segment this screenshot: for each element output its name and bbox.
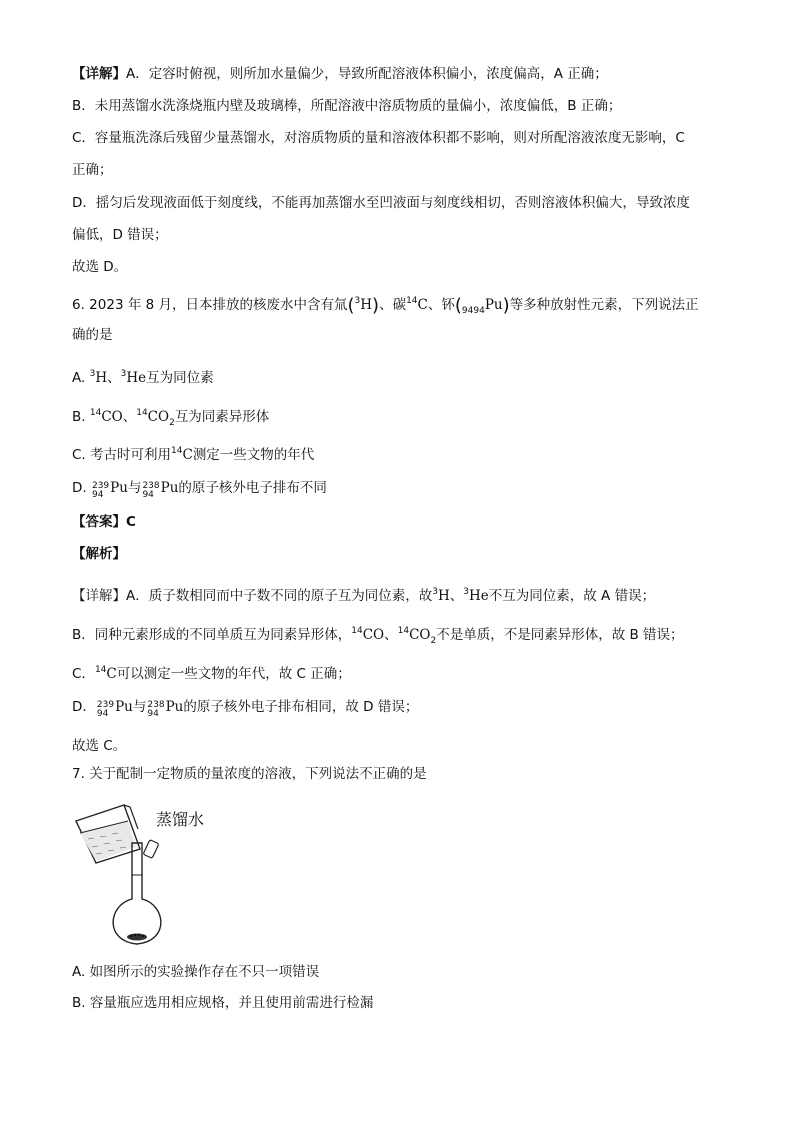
option-c-text: 测定一些文物的年代 (192, 447, 315, 463)
h3-mass: 3 (89, 369, 96, 379)
pu-symbol-1: Pu (110, 480, 128, 496)
plutonium-sub: 9494 (461, 306, 485, 316)
explain-5-b: B．未用蒸馏水洗涤烧瓶内壁及玻璃棒，所配溶液中溶质物质的量偏小，浓度偏低，B 正确； (72, 98, 622, 114)
paren-close: ) (372, 295, 380, 316)
pu239-nuclide: 239 94 (91, 481, 110, 500)
pu-symbol-2: Pu (165, 699, 184, 715)
co2-subscript: 2 (169, 418, 175, 428)
explain-a-head: 【详解】A．质子数相同而中子数不同的原子互为同位素，故 (72, 588, 433, 604)
c14-mass: 14 (94, 665, 107, 675)
volumetric-flask-figure (74, 803, 264, 948)
pu238-nuclide: 238 94 (142, 481, 160, 500)
co-formula: CO (362, 627, 385, 643)
explain-d-and: 与 (132, 699, 147, 715)
carbon-symbol: C (417, 297, 428, 313)
co2-formula: CO (147, 409, 170, 425)
co2-subscript: 2 (430, 636, 437, 646)
he-symbol: He (468, 588, 489, 604)
detail-mark: 【详解】 (72, 66, 126, 82)
q6-stem-part1: 6. 2023 年 8 月，日本排放的核废水中含有氚 (72, 297, 348, 313)
q6-explain-a (72, 582, 655, 606)
explain-b-head: B．同种元素形成的不同单质互为同素异形体， (72, 627, 352, 643)
separator: 、 (384, 627, 398, 643)
option-d-label: D. (72, 480, 91, 496)
co2-formula: CO (409, 627, 431, 643)
explain-b-tail: 不是单质，不是同素异形体，故 B 错误； (436, 627, 684, 643)
c14-mass: 14 (397, 626, 410, 636)
carbon-mass: 14 (406, 296, 418, 306)
q6-option-c[interactable] (72, 441, 314, 465)
paren-close-2: ) (502, 295, 510, 316)
pu-symbol-1: Pu (115, 699, 133, 715)
q6-analysis-mark: 【解析】 (72, 546, 126, 562)
he-symbol: He (126, 370, 147, 386)
h3-mass: 3 (432, 587, 438, 597)
explain-5-d2: 偏低，D 错误； (72, 227, 168, 243)
q6-stem-line2: 确的是 (72, 327, 113, 343)
q7-option-a[interactable]: A. 如图所示的实验操作存在不只一项错误 (72, 964, 320, 980)
separator: 、 (449, 588, 464, 604)
beaker-icon (76, 805, 140, 863)
explain-5-a (72, 64, 608, 84)
q6-option-b[interactable] (72, 403, 269, 433)
explain-5-conclusion: 故选 D。 (72, 259, 128, 275)
q6-explain-b (72, 621, 684, 651)
q6-stem-part2: 、碳 (379, 297, 407, 313)
flask-icon (113, 843, 161, 944)
co-formula: CO (101, 409, 123, 425)
q6-conclusion: 故选 C。 (72, 738, 127, 754)
q6-stem-part4: 等多种放射性元素，下列说法正 (509, 297, 699, 313)
q6-stem-line1 (72, 291, 699, 321)
pu-symbol-2: Pu (160, 480, 179, 496)
he3-mass: 3 (463, 587, 469, 597)
q7-stem: 7. 关于配制一定物质的量浓度的溶液，下列说法不正确的是 (72, 766, 427, 782)
explain-5-d1: D．摇匀后发现液面低于刻度线，不能再加蒸馏水至凹液面与刻度线相切，否则溶液体积偏大，导致浓度 (72, 195, 690, 211)
explain-c-head: C． (72, 666, 95, 682)
explain-5-c2: 正确； (72, 162, 113, 178)
q6-option-a[interactable] (72, 364, 214, 388)
option-b-label: B. (72, 409, 90, 425)
q6-explain-d (72, 697, 418, 719)
option-d-text: 的原子核外电子排布不同 (178, 480, 327, 496)
c-symbol: C (182, 447, 193, 463)
explain-d-tail: 的原子核外电子排布相同，故 D 错误； (183, 699, 419, 715)
c14-mass: 14 (351, 626, 363, 636)
figure-label: 蒸馏水 (156, 810, 205, 829)
he3-mass: 3 (120, 369, 127, 379)
tritium-mass: 3 (354, 296, 361, 306)
q7-option-b[interactable]: B. 容量瓶应选用相应规格，并且使用前需进行检漏 (72, 995, 374, 1011)
h-symbol: H (95, 370, 108, 386)
explain-5-a-text: A．定容时俯视，则所加水量偏少，导致所配溶液体积偏小，浓度偏高，A 正确； (126, 66, 608, 82)
option-a-label: A. (72, 370, 90, 386)
c14-mass-2: 14 (136, 408, 148, 418)
separator: 、 (107, 370, 121, 386)
paren-open: ( (347, 295, 355, 316)
explain-c-tail: 可以测定一些文物的年代，故 C 正确； (116, 666, 351, 682)
q6-option-d[interactable] (72, 478, 327, 500)
option-a-text: 互为同位素 (146, 370, 214, 386)
c14-mass-1: 14 (89, 408, 102, 418)
q6-stem-part3: 、钚 (427, 297, 455, 313)
paren-open-2: ( (454, 295, 462, 316)
tritium-symbol: H (360, 297, 373, 313)
explain-d-head: D． (72, 699, 96, 715)
c-symbol: C (106, 666, 117, 682)
option-b-text: 互为同素异形体 (174, 409, 270, 425)
stopper-icon (143, 840, 159, 859)
pu239-nuclide: 239 94 (96, 700, 115, 719)
c14-mass-3: 14 (171, 446, 183, 456)
explain-a-tail: 不互为同位素，故 A 错误； (488, 588, 656, 604)
option-c-label: C. 考古时可利用 (72, 447, 172, 463)
plutonium-symbol: Pu (484, 297, 503, 313)
pu238-nuclide: 238 94 (147, 700, 165, 719)
separator: 、 (122, 409, 137, 425)
option-d-and: 与 (127, 480, 142, 496)
explain-5-c1: C．容量瓶洗涤后残留少量蒸馏水，对溶质物质的量和溶液体积都不影响，则对所配溶液浓度无影响，C (72, 130, 685, 146)
q6-answer: 【答案】C (72, 514, 136, 530)
q6-explain-c (72, 660, 351, 684)
h-symbol: H (437, 588, 450, 604)
